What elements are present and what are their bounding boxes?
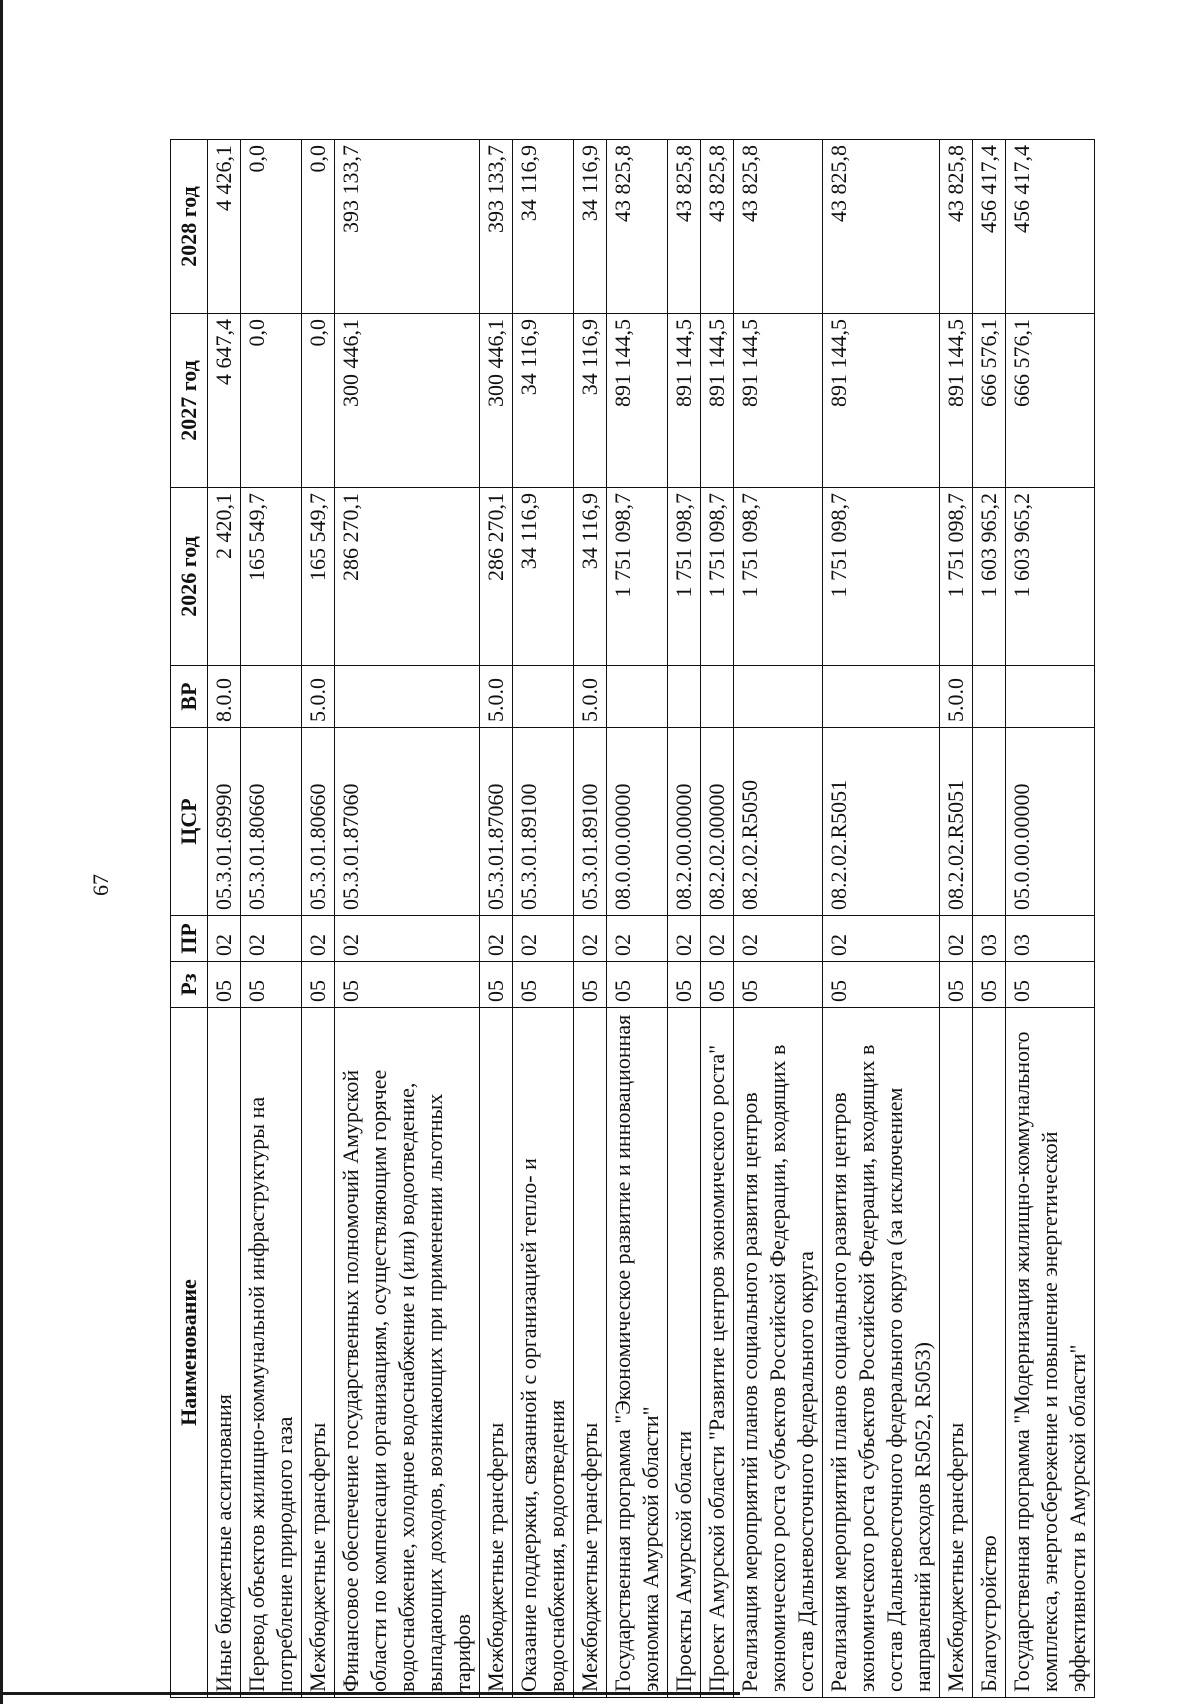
cell-vr [701, 666, 734, 728]
cell-vr: 5.0.0 [574, 666, 607, 728]
cell-rz: 05 [973, 962, 1006, 1008]
cell-2028: 4 426,1 [208, 140, 241, 314]
table-row [668, 140, 701, 1698]
cell-2026: 1 751 098,7 [734, 488, 823, 666]
cell-pr: 02 [701, 916, 734, 962]
cell-2026: 1 751 098,7 [701, 488, 734, 666]
cell-csr: 05.3.01.80660 [241, 728, 302, 916]
cell-rz: 05 [335, 962, 480, 1008]
cell-2027: 300 446,1 [480, 314, 513, 488]
cell-vr: 8.0.0 [208, 666, 241, 728]
cell-name: Межбюджетные трансферты [574, 1008, 607, 1698]
cell-csr: 08.0.00.00000 [607, 728, 668, 916]
cell-2027: 666 576,1 [1006, 314, 1095, 488]
cell-2028: 43 825,8 [607, 140, 668, 314]
cell-2027: 0,0 [241, 314, 302, 488]
rotated-table-wrapper [170, 140, 1090, 1698]
cell-2026: 1 751 098,7 [668, 488, 701, 666]
cell-pr: 02 [734, 916, 823, 962]
header-2027: 2027 год [171, 314, 208, 488]
table-row [823, 140, 940, 1698]
cell-pr: 02 [823, 916, 940, 962]
table-row [480, 140, 513, 1698]
table-body [208, 140, 1095, 1698]
cell-name: Государственная программа "Модернизация жилищно-коммунального комплекса, энергосбережение и повышение энергетической эффективности в Амурской области" [1006, 1008, 1095, 1698]
table-row [241, 140, 302, 1698]
cell-name: Иные бюджетные ассигнования [208, 1008, 241, 1698]
cell-2026: 1 603 965,2 [973, 488, 1006, 666]
cell-2028: 456 417,4 [973, 140, 1006, 314]
cell-2028: 456 417,4 [1006, 140, 1095, 314]
cell-rz: 05 [241, 962, 302, 1008]
cell-csr: 05.3.01.89100 [574, 728, 607, 916]
cell-2026: 2 420,1 [208, 488, 241, 666]
cell-name: Межбюджетные трансферты [480, 1008, 513, 1698]
cell-name: Межбюджетные трансферты [302, 1008, 335, 1698]
cell-vr [241, 666, 302, 728]
cell-name: Перевод объектов жилищно-коммунальной инфраструктуры на потребление природного газа [241, 1008, 302, 1698]
cell-csr: 08.2.00.00000 [668, 728, 701, 916]
cell-2027: 891 144,5 [701, 314, 734, 488]
cell-csr: 08.2.02.R5051 [940, 728, 973, 916]
cell-rz: 05 [701, 962, 734, 1008]
cell-csr: 08.2.02.00000 [701, 728, 734, 916]
cell-2028: 43 825,8 [823, 140, 940, 314]
cell-2027: 666 576,1 [973, 314, 1006, 488]
cell-2028: 34 116,9 [513, 140, 574, 314]
cell-name: Межбюджетные трансферты [940, 1008, 973, 1698]
cell-name: Реализация мероприятий планов социального развития центров экономического роста субъектов Российской Федерации, входящих в состав Дальневосточного федерального округа (за исключением направлений расходов R5052, R5053) [823, 1008, 940, 1698]
cell-name: Проект Амурской области "Развитие центров экономического роста" [701, 1008, 734, 1698]
cell-pr: 02 [574, 916, 607, 962]
table-row [734, 140, 823, 1698]
cell-2026: 34 116,9 [513, 488, 574, 666]
cell-2027: 891 144,5 [607, 314, 668, 488]
header-2028: 2028 год [171, 140, 208, 314]
cell-vr [734, 666, 823, 728]
cell-csr: 08.2.02.R5051 [823, 728, 940, 916]
cell-2028: 43 825,8 [940, 140, 973, 314]
cell-vr [1006, 666, 1095, 728]
cell-csr [973, 728, 1006, 916]
cell-csr: 05.3.01.89100 [513, 728, 574, 916]
table-row [1006, 140, 1095, 1698]
budget-table [170, 139, 1095, 1698]
cell-2028: 0,0 [241, 140, 302, 314]
scan-edge-left [0, 0, 3, 1704]
cell-csr: 05.3.01.87060 [480, 728, 513, 916]
cell-vr [823, 666, 940, 728]
cell-rz: 05 [668, 962, 701, 1008]
cell-name: Государственная программа "Экономическое развитие и инновационная экономика Амурской области" [607, 1008, 668, 1698]
cell-2026: 1 603 965,2 [1006, 488, 1095, 666]
header-2026: 2026 год [171, 488, 208, 666]
header-vr: ВР [171, 666, 208, 728]
cell-rz: 05 [208, 962, 241, 1008]
cell-name: Реализация мероприятий планов социального развития центров экономического роста субъектов Российской Федерации, входящих в состав Дальневосточного федерального округа [734, 1008, 823, 1698]
cell-pr: 02 [513, 916, 574, 962]
cell-csr: 05.3.01.80660 [302, 728, 335, 916]
table-row [607, 140, 668, 1698]
cell-2026: 1 751 098,7 [823, 488, 940, 666]
cell-pr: 02 [335, 916, 480, 962]
cell-2028: 43 825,8 [701, 140, 734, 314]
cell-rz: 05 [1006, 962, 1095, 1008]
cell-rz: 05 [607, 962, 668, 1008]
cell-rz: 05 [940, 962, 973, 1008]
header-pr: ПР [171, 916, 208, 962]
cell-pr: 02 [241, 916, 302, 962]
cell-csr: 05.3.01.87060 [335, 728, 480, 916]
cell-pr: 02 [668, 916, 701, 962]
cell-rz: 05 [574, 962, 607, 1008]
cell-2026: 286 270,1 [480, 488, 513, 666]
cell-2028: 43 825,8 [734, 140, 823, 314]
cell-2027: 0,0 [302, 314, 335, 488]
cell-pr: 02 [208, 916, 241, 962]
page-number: 67 [88, 874, 113, 896]
cell-rz: 05 [734, 962, 823, 1008]
cell-2026: 165 549,7 [241, 488, 302, 666]
cell-2028: 43 825,8 [668, 140, 701, 314]
cell-pr: 02 [940, 916, 973, 962]
table-row [701, 140, 734, 1698]
cell-pr: 02 [480, 916, 513, 962]
cell-csr: 08.2.02.R5050 [734, 728, 823, 916]
cell-vr: 5.0.0 [302, 666, 335, 728]
cell-vr [513, 666, 574, 728]
cell-2026: 1 751 098,7 [607, 488, 668, 666]
cell-pr: 03 [1006, 916, 1095, 962]
cell-rz: 05 [513, 962, 574, 1008]
cell-2027: 4 647,4 [208, 314, 241, 488]
cell-2027: 891 144,5 [940, 314, 973, 488]
cell-2028: 393 133,7 [335, 140, 480, 314]
table-row [973, 140, 1006, 1698]
cell-2028: 34 116,9 [574, 140, 607, 314]
cell-2027: 34 116,9 [574, 314, 607, 488]
cell-2027: 300 446,1 [335, 314, 480, 488]
cell-2026: 165 549,7 [302, 488, 335, 666]
cell-2026: 1 751 098,7 [940, 488, 973, 666]
cell-rz: 05 [480, 962, 513, 1008]
cell-vr [607, 666, 668, 728]
cell-2026: 286 270,1 [335, 488, 480, 666]
table-row [302, 140, 335, 1698]
cell-vr [335, 666, 480, 728]
table-header-row [171, 140, 208, 1698]
cell-csr: 05.3.01.69990 [208, 728, 241, 916]
cell-pr: 02 [302, 916, 335, 962]
table-row [940, 140, 973, 1698]
cell-vr: 5.0.0 [480, 666, 513, 728]
table-row [513, 140, 574, 1698]
cell-2028: 0,0 [302, 140, 335, 314]
header-csr: ЦСР [171, 728, 208, 916]
cell-2027: 891 144,5 [734, 314, 823, 488]
cell-2027: 34 116,9 [513, 314, 574, 488]
cell-rz: 05 [823, 962, 940, 1008]
header-rz: Рз [171, 962, 208, 1008]
header-name: Наименование [171, 1008, 208, 1698]
table-row [574, 140, 607, 1698]
cell-name: Финансовое обеспечение государственных полномочий Амурской области по компенсации организациям, осуществляющим горячее водоснабжение, холодное водоснабжение и (или) водоотведение, выпадающих доходов, возникающих при применении льготных тарифов [335, 1008, 480, 1698]
table-row [335, 140, 480, 1698]
cell-vr [973, 666, 1006, 728]
cell-2028: 393 133,7 [480, 140, 513, 314]
cell-rz: 05 [302, 962, 335, 1008]
cell-2027: 891 144,5 [668, 314, 701, 488]
cell-csr: 05.0.00.00000 [1006, 728, 1095, 916]
table-row [208, 140, 241, 1698]
cell-name: Проекты Амурской области [668, 1008, 701, 1698]
cell-name: Благоустройство [973, 1008, 1006, 1698]
cell-vr [668, 666, 701, 728]
cell-pr: 03 [973, 916, 1006, 962]
cell-2026: 34 116,9 [574, 488, 607, 666]
cell-vr: 5.0.0 [940, 666, 973, 728]
cell-2027: 891 144,5 [823, 314, 940, 488]
cell-pr: 02 [607, 916, 668, 962]
cell-name: Оказание поддержки, связанной с организацией тепло- и водоснабжения, водоотведения [513, 1008, 574, 1698]
